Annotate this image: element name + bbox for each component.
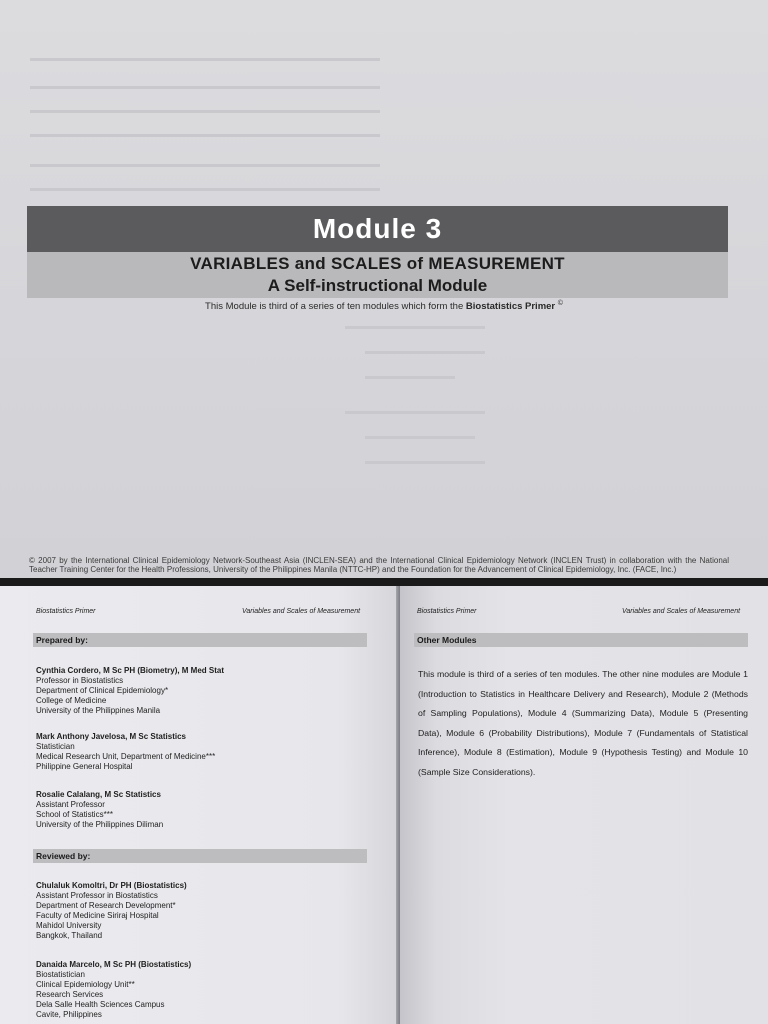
- reviewer-block: [36, 881, 187, 941]
- prepared-by-heading: Prepared by:: [33, 633, 367, 647]
- author-block: [36, 666, 224, 716]
- header-right: Variables and Scales of Measurement: [242, 608, 361, 615]
- bleed-through-text: ▬▬▬▬▬▬▬▬▬▬▬▬▬▬▬▬▬▬▬▬▬▬▬▬▬▬▬▬▬▬▬▬▬▬▬: [30, 53, 380, 64]
- header-left: Biostatistics Primer: [36, 608, 96, 615]
- author-line: Statistician: [36, 742, 75, 751]
- bleed-through-text: ▬▬▬▬▬▬▬▬▬: [365, 371, 455, 382]
- copyright-notice: © 2007 by the International Clinical Epidemiology Network-Southeast Asia (INCLEN-SEA) and the International Clinical Epidemiology Network (INCLEN Trust) in collaboration with the National Teacher Training Center for the Health Professions, University of the Philippines Manila (NTTC-HP) and the Foundation for the Advancement of Clinical Epidemiology, Inc. (FACE, Inc.): [29, 556, 729, 574]
- bleed-through-text: ▬▬▬▬▬▬▬▬▬▬▬▬▬▬▬▬▬▬▬▬▬▬▬▬▬▬▬▬▬▬▬▬▬▬▬: [30, 159, 380, 170]
- bleed-through-text: ▬▬▬▬▬▬▬▬▬▬▬▬: [365, 346, 485, 357]
- right-page: [400, 586, 768, 1024]
- reviewer-line: Faculty of Medicine Siriraj Hospital: [36, 911, 159, 920]
- author-line: Department of Clinical Epidemiology*: [36, 686, 169, 695]
- intro-line: [0, 300, 768, 312]
- reviewer-line: Dela Salle Health Sciences Campus: [36, 1000, 165, 1009]
- author-name: Cynthia Cordero, M Sc PH (Biometry), M Med Stat: [36, 666, 225, 675]
- author-name: Rosalie Calalang, M Sc Statistics: [36, 790, 161, 799]
- reviewer-line: Department of Research Development*: [36, 901, 176, 910]
- author-line: Assistant Professor: [36, 800, 105, 809]
- other-modules-paragraph: This module is third of a series of ten modules. The other nine modules are Module 1 (Introduction to Statistics in Healthcare Delivery and Research), Module 2 (Methods of Sampling Populations), Module 4 (Summarizing Data), Module 5 (Presenting Data), Module 6 (Probability Distributions), Module 7 (Fundamentals of Statistical Inference), Module 8 (Estimation), Module 9 (Hypothesis Testing) and Module 10 (Sample Size Considerations).: [418, 669, 748, 777]
- bleed-through-text: ▬▬▬▬▬▬▬▬▬▬▬▬▬▬: [345, 406, 485, 417]
- bleed-through-text: ▬▬▬▬▬▬▬▬▬▬▬▬▬▬: [345, 321, 485, 332]
- module-subtitle-2: A Self-instructional Module: [267, 276, 488, 295]
- reviewer-line: Bangkok, Thailand: [36, 931, 103, 940]
- reviewer-line: Mahidol University: [36, 921, 102, 930]
- bleed-through-text: ▬▬▬▬▬▬▬▬▬▬▬▬▬▬▬▬▬▬▬▬▬▬▬▬▬▬▬▬▬▬▬▬▬▬▬: [30, 129, 380, 140]
- author-line: University of the Philippines Diliman: [36, 820, 164, 829]
- intro-text: This Module is third of a series of ten modules which form the: [205, 301, 464, 313]
- reviewer-name: Danaida Marcelo, M Sc PH (Biostatistics): [36, 960, 192, 969]
- copyright-mark: ©: [557, 300, 563, 307]
- author-line: Medical Research Unit, Department of Medicine***: [36, 752, 216, 761]
- reviewer-line: Biostatistician: [36, 970, 85, 979]
- author-line: College of Medicine: [36, 696, 107, 705]
- author-line: Professor in Biostatistics: [36, 676, 124, 685]
- intro-bold: Biostatistics Primer: [465, 301, 556, 313]
- reviewer-line: Clinical Epidemiology Unit**: [36, 980, 135, 989]
- author-line: University of the Philippines Manila: [36, 706, 161, 715]
- author-line: School of Statistics***: [36, 810, 113, 819]
- reviewer-line: Assistant Professor in Biostatistics: [36, 891, 158, 900]
- author-name: Mark Anthony Javelosa, M Sc Statistics: [36, 732, 186, 741]
- reviewer-name: Chulaluk Komoltri, Dr PH (Biostatistics): [36, 881, 187, 890]
- author-line: Philippine General Hospital: [36, 762, 133, 771]
- bleed-through-text: ▬▬▬▬▬▬▬▬▬▬▬: [365, 431, 475, 442]
- bleed-through-text: ▬▬▬▬▬▬▬▬▬▬▬▬: [365, 456, 485, 467]
- bleed-through-text: ▬▬▬▬▬▬▬▬▬▬▬▬▬▬▬▬▬▬▬▬▬▬▬▬▬▬▬▬▬▬▬▬▬▬▬: [30, 81, 380, 92]
- author-block: [36, 732, 215, 772]
- author-block: [36, 790, 163, 830]
- bleed-through-text: ▬▬▬▬▬▬▬▬▬▬▬▬▬▬▬▬▬▬▬▬▬▬▬▬▬▬▬▬▬▬▬▬▬▬▬: [30, 183, 380, 194]
- left-page: [0, 586, 398, 1024]
- module-subtitle-band: [27, 252, 728, 298]
- reviewer-block: [36, 960, 191, 1020]
- reviewer-line: Cavite, Philippines: [36, 1010, 102, 1019]
- module-title: Module 3: [27, 206, 728, 252]
- reviewed-by-heading: Reviewed by:: [33, 849, 367, 863]
- other-modules-heading: Other Modules: [414, 633, 748, 647]
- bleed-through-text: ▬▬▬▬▬▬▬▬▬▬▬▬▬▬▬▬▬▬▬▬▬▬▬▬▬▬▬▬▬▬▬▬▬▬▬: [30, 105, 380, 116]
- module-subtitle: VARIABLES and SCALES of MEASUREMENT: [190, 254, 565, 273]
- header-right: Variables and Scales of Measurement: [622, 608, 741, 615]
- header-left: Biostatistics Primer: [417, 608, 477, 615]
- reviewer-line: Research Services: [36, 990, 104, 999]
